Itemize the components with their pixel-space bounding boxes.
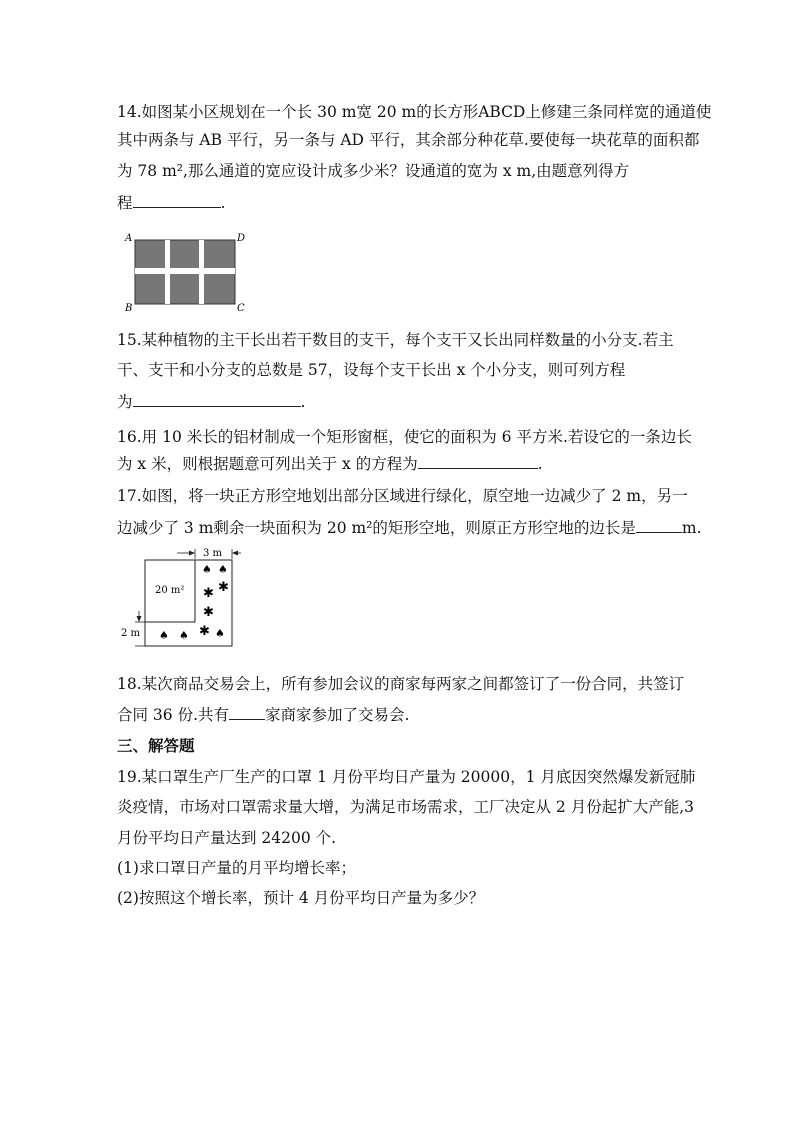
- q17-figure: [117, 545, 242, 650]
- answer-blank-14[interactable]: [133, 193, 221, 208]
- flower-icon: ✱: [199, 624, 210, 639]
- q19-sub-2: (2)按照这个增长率，预计 4 月份平均日产量为多少？: [117, 889, 485, 907]
- answer-blank-16[interactable]: [418, 454, 538, 469]
- q17-line-1: 17.如图，将一块正方形空地划出部分区域进行绿化，原空地一边减少了 2 m，另一: [117, 487, 688, 505]
- section-heading: 三、解答题: [117, 736, 195, 755]
- flower-icon: ✱: [203, 586, 214, 601]
- q14-prefix: 程: [117, 194, 133, 212]
- q16-line-1: 16.用 10 米长的铝材制成一个矩形窗框，使它的面积为 6 平方米.若设它的一条边长: [117, 428, 692, 446]
- q14-line-2: 其中两条与 AB 平行，另一条与 AD 平行，其余部分种花草.要使每一块花草的面积都: [117, 131, 700, 149]
- q19-line-1: 19.某口罩生产厂生产的口罩 1 月份平均日产量为 20000，1 月底因突然爆发新冠肺: [117, 768, 696, 786]
- label-a: A: [125, 233, 133, 244]
- q18-line-1: 18.某次商品交易会上，所有参加会议的商家每两家之间都签订了一份合同，共签订: [117, 675, 685, 693]
- q14-line-3: 为 78 m²,那么通道的宽应设计成多少米？设通道的宽为 x m,由题意列得方: [117, 162, 630, 180]
- answer-blank-15[interactable]: [133, 392, 301, 407]
- dim-2m-label: 2 m: [121, 628, 141, 639]
- answer-blank-18[interactable]: [229, 705, 265, 720]
- q15-line-2: 干、支干和小分支的总数是 57，设每个支干长出 x 个小分支，则可列方程: [117, 361, 626, 379]
- dim-3m-label: 3 m: [203, 548, 223, 559]
- q14-line-1: 14.如图某小区规划在一个长 30 m宽 20 m的长方形ABCD上修建三条同样宽的通道使: [117, 103, 712, 121]
- q18-suffix: 家商家参加了交易会.: [265, 706, 410, 724]
- vertical-path-2: [199, 240, 204, 304]
- horizontal-path: [135, 268, 235, 274]
- q19-sub-1: (1)求口罩日产量的月平均增长率；: [117, 859, 356, 877]
- q16-line-2: [117, 454, 543, 474]
- q19-line-2: 炎疫情，市场对口罩需求量大增，为满足市场需求，工厂决定从 2 月份起扩大产能,3: [117, 798, 695, 816]
- q15-line-3: [117, 392, 305, 412]
- q19-line-3: 月份平均日产量达到 24200 个.: [117, 829, 337, 847]
- label-c: C: [237, 303, 245, 314]
- vertical-path-1: [165, 240, 170, 304]
- tree-icon: ♠: [159, 629, 169, 642]
- q14-line-4: [117, 193, 225, 213]
- q17-prefix: 边减少了 3 m剩余一块面积为 20 m²的矩形空地，则原正方形空地的边长是: [117, 519, 636, 537]
- q15-line-1: 15.某种植物的主干长出若干数目的支干，每个支干又长出同样数量的小分支.若主: [117, 331, 674, 349]
- answer-blank-17[interactable]: [636, 518, 682, 533]
- area-label: 20 m²: [155, 585, 185, 596]
- flower-icon: ✱: [218, 580, 229, 595]
- tree-icon: ♠: [218, 563, 228, 576]
- q17-suffix: m.: [681, 519, 702, 537]
- q15-prefix: 为: [117, 393, 133, 411]
- q16-suffix: .: [537, 455, 543, 473]
- tree-icon: ♠: [179, 629, 189, 642]
- q16-prefix: 为 x 米，则根据题意可列出关于 x 的方程为: [117, 455, 418, 473]
- q14-figure: [124, 230, 248, 314]
- label-b: B: [125, 303, 133, 314]
- q14-suffix: .: [220, 194, 226, 212]
- q17-line-2: [117, 518, 702, 538]
- q15-suffix: .: [300, 393, 306, 411]
- q18-prefix: 合同 36 份.共有: [117, 706, 230, 724]
- label-d: D: [237, 233, 246, 244]
- tree-icon: ♠: [202, 563, 212, 576]
- q18-line-2: [117, 705, 409, 725]
- tree-icon: ♠: [215, 627, 225, 640]
- flower-icon: ✱: [203, 605, 214, 620]
